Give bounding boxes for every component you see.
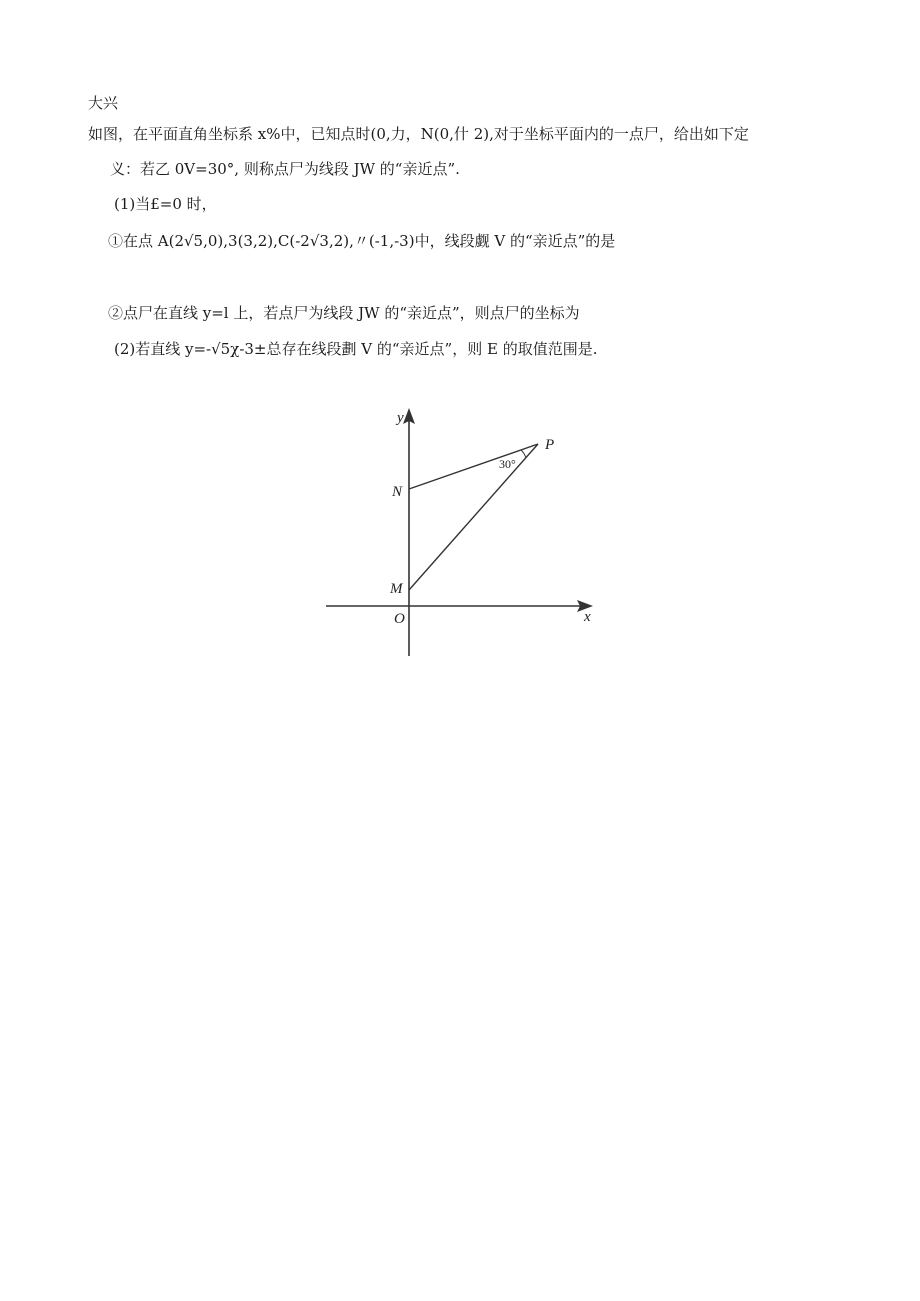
- x-axis-label: x: [584, 609, 591, 625]
- origin-label: O: [394, 611, 405, 627]
- problem-intro-line-2: 义：若乙 0V=30°, 则称点尸为线段 JW 的“亲近点”.: [110, 160, 460, 178]
- question-1: (1)当£=0 时，: [114, 195, 217, 213]
- question-1-part-a: ①在点 A(2√5,0),3(3,2),C(-2√3,2),〃(-1,-3)中，线段觑 V 的“亲近点”的是: [108, 232, 616, 250]
- region-label: 大兴: [88, 94, 119, 112]
- question-1-part-b: ②点尸在直线 y=l 上，若点尸为线段 JW 的“亲近点”，则点尸的坐标为: [108, 304, 580, 322]
- problem-intro-line-1: 如图，在平面直角坐标系 x%中，已知点时(0,力，N(0,什 2),对于坐标平面内的一点尸，给出如下定: [88, 125, 749, 143]
- point-M-label: M: [390, 581, 403, 597]
- angle-label: 30°: [499, 457, 516, 471]
- question-2: (2)若直线 y=-√5χ-3±总存在线段劃 V 的“亲近点”，则 E 的取值范围是.: [114, 340, 598, 358]
- coordinate-figure: [318, 400, 608, 662]
- figure-svg: [318, 400, 608, 662]
- angle-arc: [521, 450, 526, 458]
- point-N-label: N: [392, 484, 403, 500]
- point-P-label: P: [545, 437, 555, 453]
- y-axis-label: y: [397, 410, 404, 426]
